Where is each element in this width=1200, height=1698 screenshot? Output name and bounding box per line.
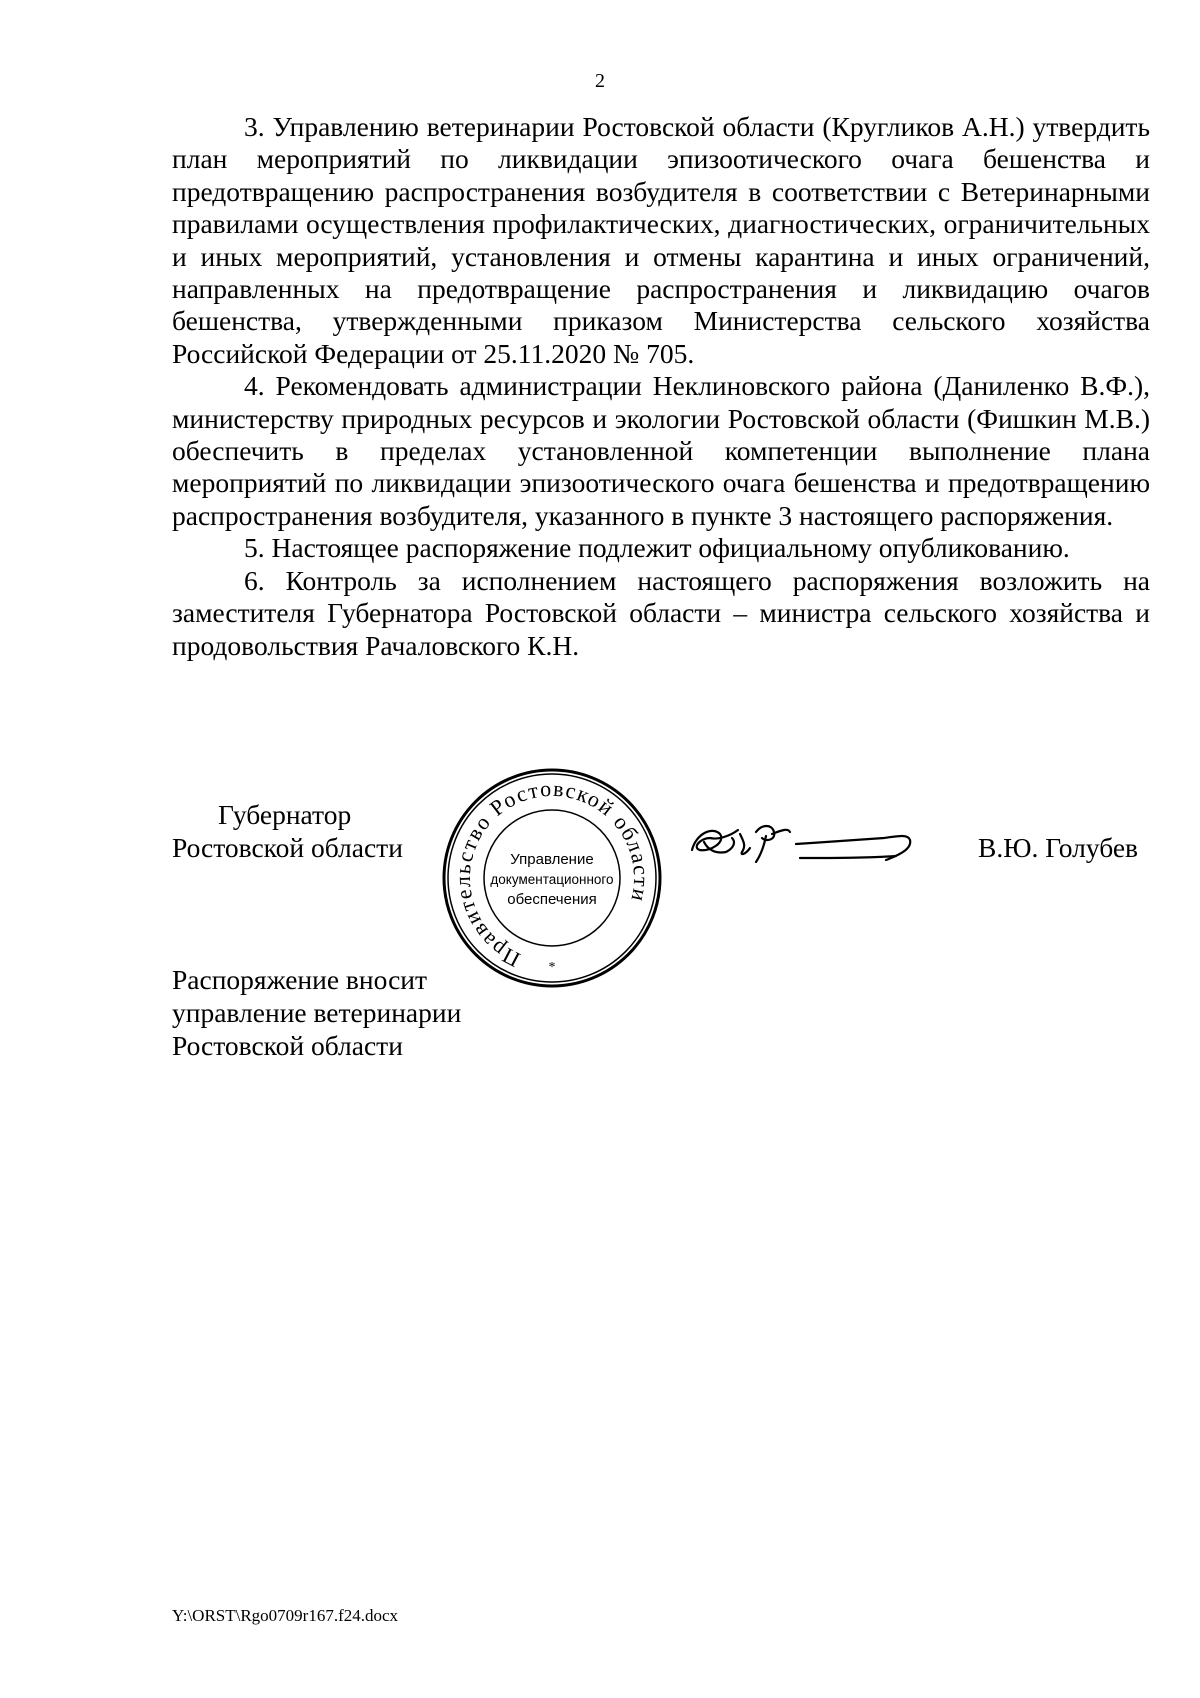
stamp-outer-text: Правительство Ростовской области — [449, 775, 655, 973]
footer-file-path: Y:\ORST\Rgo0709r167.f24.docx — [172, 1606, 399, 1625]
document-body — [172, 111, 1150, 662]
submitter-note — [172, 963, 461, 1062]
submitter-line2: управление ветеринарии — [172, 997, 462, 1028]
signatory-title — [172, 798, 403, 864]
stamp-star-icon: * — [548, 960, 556, 975]
paragraph-5: 5. Настоящее распоряжение подлежит официальному опубликованию. — [244, 532, 1070, 564]
paragraph-6: 6. Контроль за исполнением настоящего распоряжения возложить на заместителя Губернатора Ростовской области – министра сельского хозяйства и продовольствия Рачаловского К.Н. — [172, 564, 1150, 661]
handwritten-signature — [686, 812, 926, 880]
stamp-inner-line3: обеспечения — [507, 891, 597, 908]
paragraph-4: 4. Рекомендовать администрации Неклиновского района (Даниленко В.Ф.), министерству природных ресурсов и экологии Ростовской области (Фишкин М.В.) обеспечить в пределах установленной компетенции выполнение плана мероприятий по ликвидации эпизоотического очага бешенства и предотвращению распространения возбудителя, указанного в пункте 3 настоящего распоряжения. — [172, 370, 1150, 531]
stamp-inner-line1: Управление — [510, 851, 594, 868]
signatory-name: В.Ю. Голубев — [978, 832, 1139, 863]
paragraph-3: 3. Управлению ветеринарии Ростовской области (Кругликов А.Н.) утвердить план мероприятий по ликвидации эпизоотического очага бешенства и предотвращению распространения возбудителя в соответствии с Ветеринарными правилами осуществления профилактических, диагностических, ограничительных и иных мероприятий, установления и отмены карантина и иных ограничений, направленных на предотвращение распространения и ликвидацию очагов бешенства, утвержденными приказом Министерства сельского хозяйства Российской Федерации от 25.11.2020 № 705. — [172, 111, 1150, 369]
official-stamp — [440, 766, 664, 990]
submitter-line1: Распоряжение вносит — [172, 964, 428, 995]
submitter-line3: Ростовской области — [172, 1030, 403, 1061]
page-number: 2 — [595, 70, 605, 92]
stamp-inner-line2: документационного — [490, 872, 614, 887]
signatory-title-line1: Губернатор — [218, 799, 352, 830]
signatory-title-line2: Ростовской области — [172, 832, 403, 863]
